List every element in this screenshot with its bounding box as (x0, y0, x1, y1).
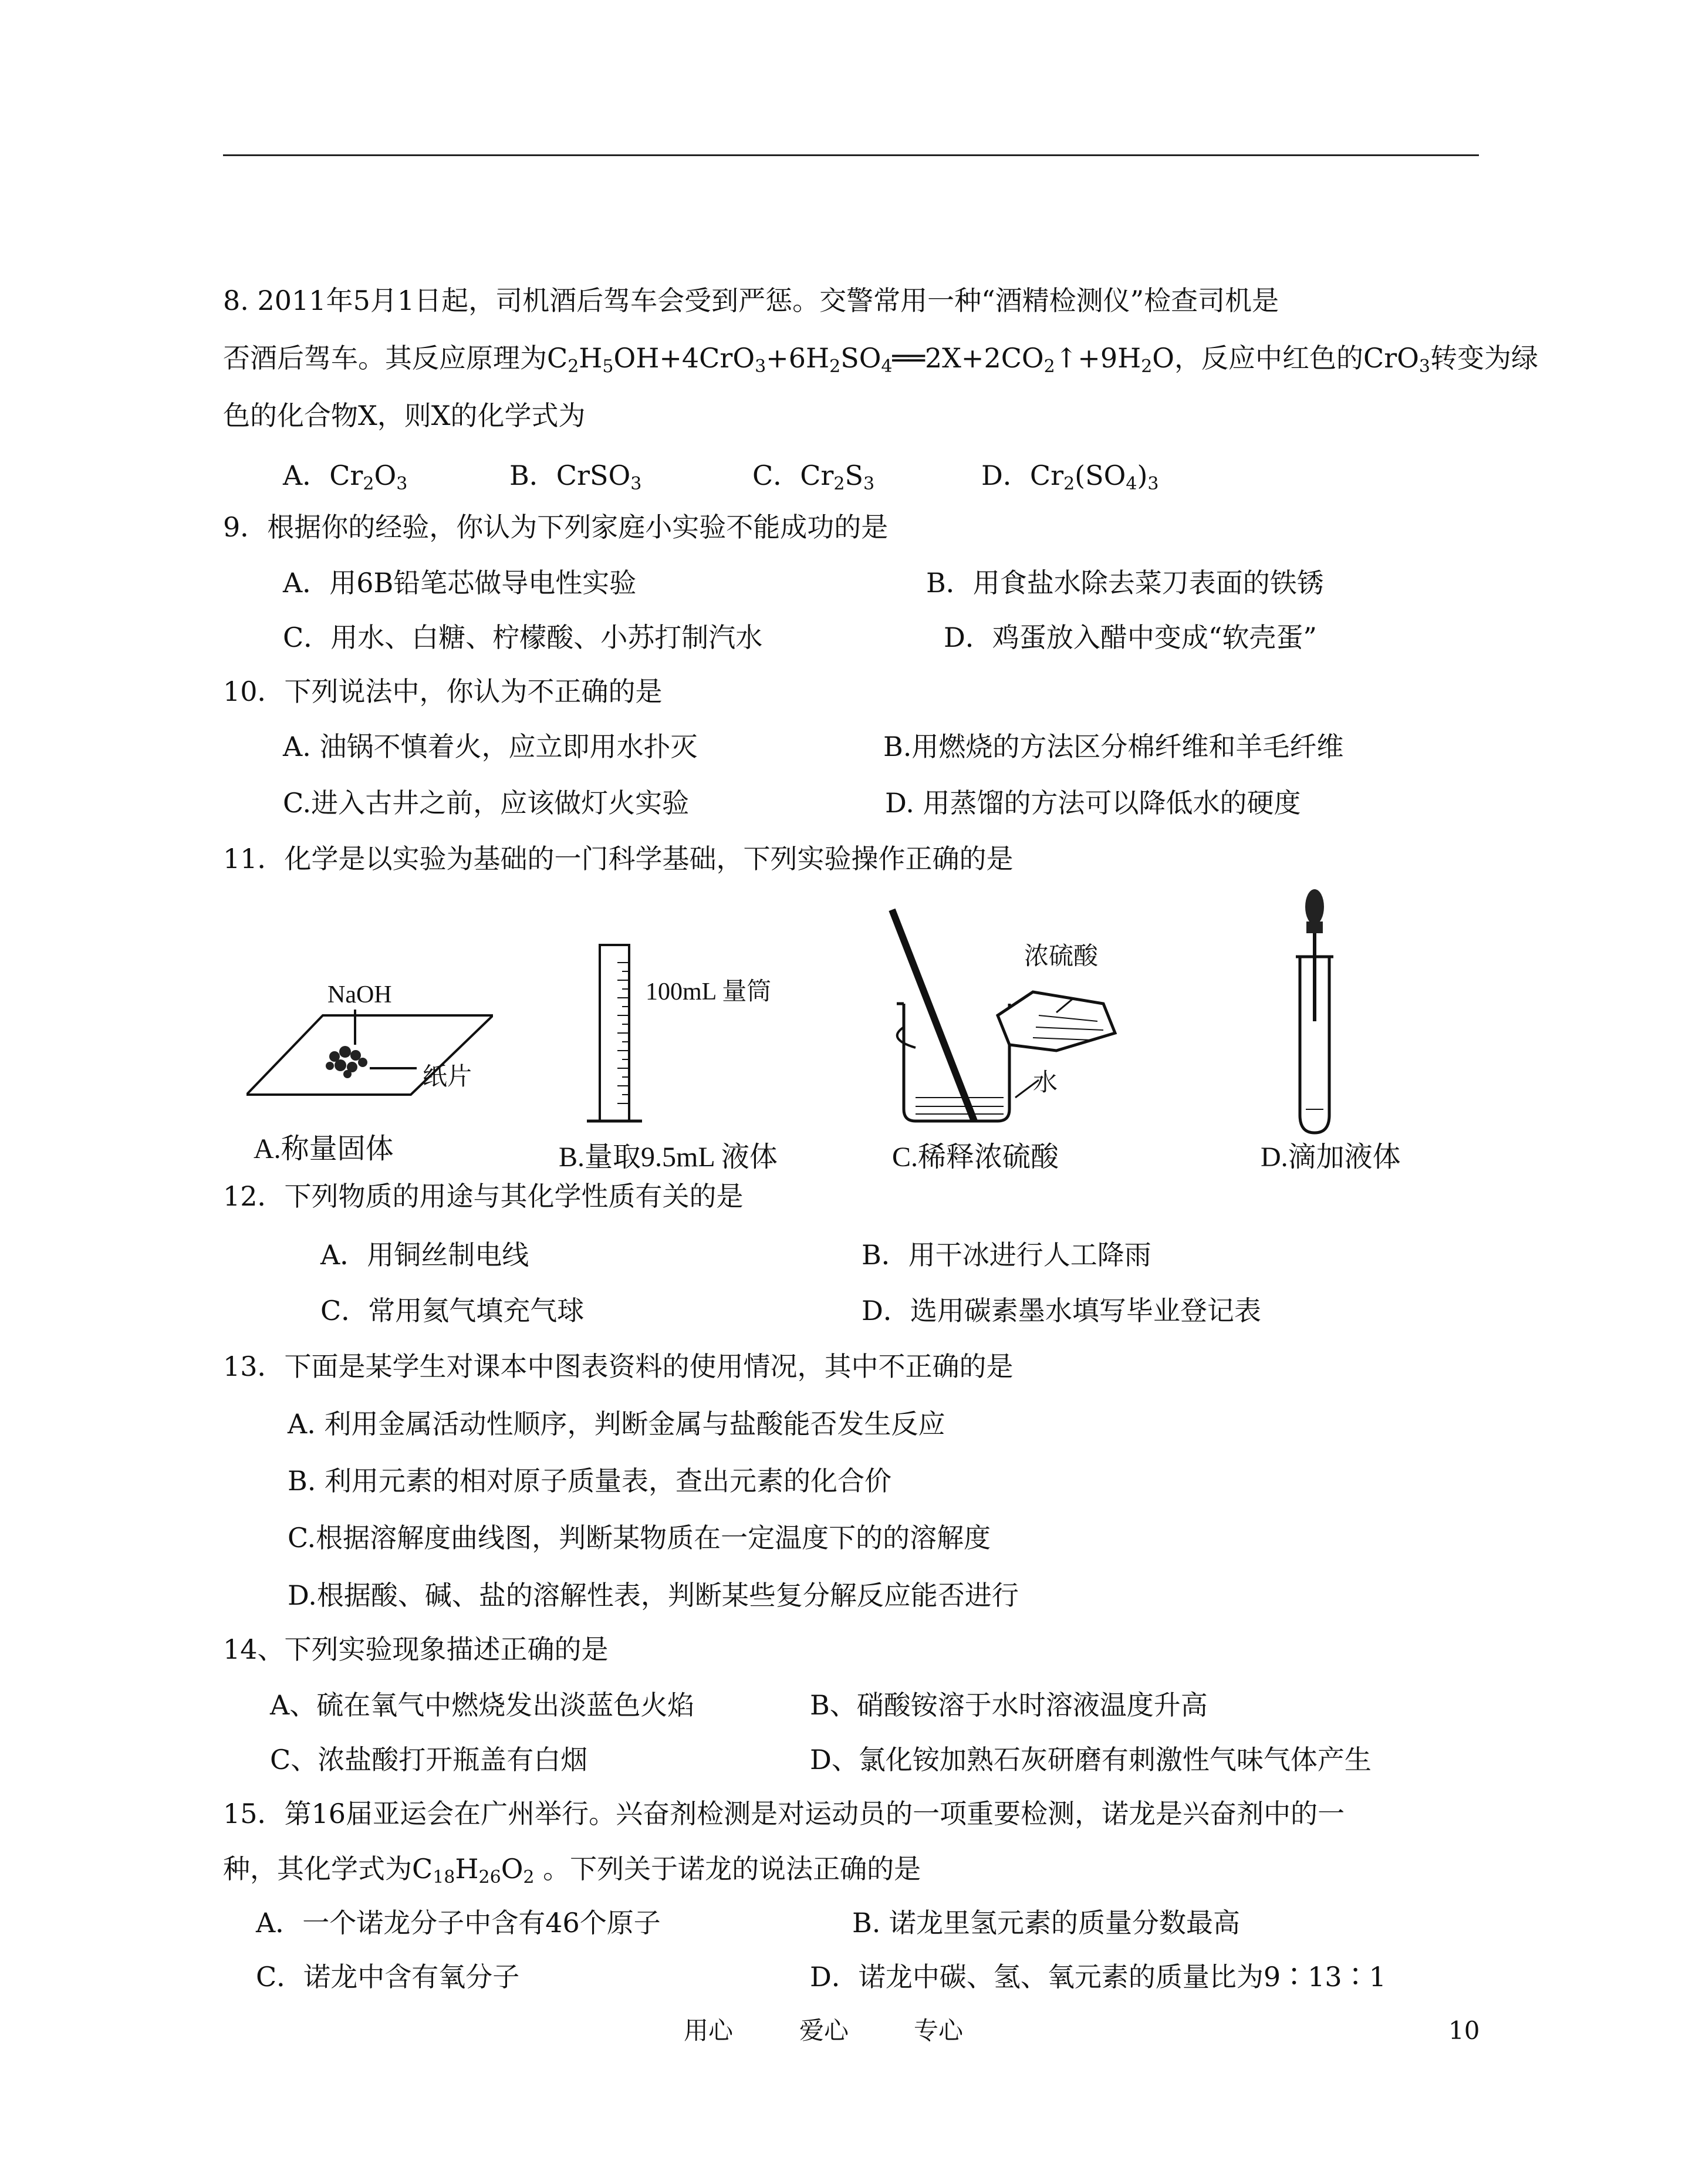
q10-option-a: A. 油锅不慎着火，应立即用水扑灭 (283, 731, 698, 762)
q8-option-a: A．$Cr_2O_3$ (283, 460, 408, 494)
q13-option-b: B. 利用元素的相对原子质量表，查出元素的化合价 (288, 1465, 892, 1497)
figure-a-caption: A.称量固体 (254, 1133, 394, 1164)
figure-b-label: 100mL 量筒 (646, 978, 772, 1005)
q10-option-c: C.进入古井之前，应该做灯火实验 (283, 787, 690, 819)
figure-b-caption: B.量取9.5mL 液体 (559, 1142, 778, 1173)
figure-d-dropper (1268, 880, 1362, 1139)
q12-stem: 12．下列物质的用途与其化学性质有关的是 (223, 1180, 744, 1212)
figure-c-water-label: 水 (1033, 1069, 1058, 1096)
dropper-bulb (1305, 889, 1324, 924)
q9-option-d: D．鸡蛋放入醋中变成“软壳蛋” (944, 622, 1317, 653)
q13-option-d: D.根据酸、碱、盐的溶解性表，判断某些复分解反应能否进行 (288, 1579, 1019, 1611)
q15-option-d: D．诺龙中碳、氢、氧元素的质量比为9∶13∶1 (810, 1961, 1386, 1993)
q15-line1: 15．第16届亚运会在广州举行。兴奋剂检测是对运动员的一项重要检测，诺龙是兴奋剂中的一 (223, 1798, 1345, 1829)
figure-b-cylinder (581, 939, 669, 1133)
figure-c-caption: C.稀释浓硫酸 (892, 1142, 1059, 1173)
q12-option-b: B．用干冰进行人工降雨 (862, 1239, 1151, 1271)
q8-option-d: D．$Cr_2(SO_4)_3$ (981, 460, 1159, 494)
q9-option-b: B．用食盐水除去菜刀表面的铁锈 (926, 567, 1324, 599)
figure-a-paper-label: 纸片 (423, 1064, 472, 1091)
q11-stem: 11．化学是以实验为基础的一门科学基础，下列实验操作正确的是 (223, 843, 1014, 875)
q10-option-b: B.用燃烧的方法区分棉纤维和羊毛纤维 (883, 731, 1344, 762)
q14-stem: 14、下列实验现象描述正确的是 (223, 1633, 609, 1665)
q12-option-d: D．选用碳素墨水填写毕业登记表 (862, 1295, 1261, 1326)
q8-line1: 8. 2011年5月1日起，司机酒后驾车会受到严惩。交警常用一种“酒精检测仪”检查司机是 (223, 285, 1279, 316)
q9-stem: 9．根据你的经验，你认为下列家庭小实验不能成功的是 (223, 511, 889, 543)
q10-stem: 10．下列说法中，你认为不正确的是 (223, 676, 663, 707)
figure-d-caption: D.滴加液体 (1261, 1142, 1401, 1173)
figure-a-naoh-label: NaOH (327, 981, 392, 1008)
q8-line3: 色的化合物X，则X的化学式为 (223, 400, 586, 431)
q10-option-d: D. 用蒸馏的方法可以降低水的硬度 (885, 787, 1301, 819)
figure-c-acid-label: 浓硫酸 (1024, 943, 1099, 970)
q14-option-d: D、氯化铵加熟石灰研磨有刺激性气味气体产生 (810, 1744, 1372, 1775)
q15-option-b: B. 诺龙里氢元素的质量分数最高 (852, 1907, 1241, 1939)
figure-c-dilution (880, 904, 1139, 1139)
q13-stem: 13．下面是某学生对课本中图表资料的使用情况，其中不正确的是 (223, 1351, 1014, 1382)
q15-option-c: C．诺龙中含有氧分子 (256, 1961, 520, 1993)
q12-option-a: A．用铜丝制电线 (320, 1239, 529, 1271)
page-number: 10 (1448, 2016, 1480, 2045)
header-rule (223, 154, 1479, 156)
q8-line2: 否酒后驾车。其反应原理为$C_2H_5OH+4CrO_3+6H_2SO_4══2X+2CO_2↑+9H_2O$，反应中红色的CrO$_3$转变为绿 (223, 342, 1538, 377)
stir-arrow (897, 1027, 916, 1048)
beaker (904, 1004, 1009, 1121)
footer-text-2: 爱心 (799, 2016, 849, 2045)
footer-text-1: 用心 (684, 2016, 734, 2045)
q13-option-c: C.根据溶解度曲线图，判断某物质在一定温度下的的溶解度 (288, 1522, 991, 1554)
q9-option-c: C．用水、白糖、柠檬酸、小苏打制汽水 (283, 622, 763, 653)
q14-option-a: A、硫在氧气中燃烧发出淡蓝色火焰 (270, 1689, 695, 1721)
q9-option-a: A．用6B铅笔芯做导电性实验 (283, 567, 637, 599)
q12-option-c: C．常用氦气填充气球 (320, 1295, 585, 1326)
cylinder-graduations (617, 963, 629, 1103)
q15-option-a: A．一个诺龙分子中含有46个原子 (256, 1907, 661, 1939)
footer-text-3: 专心 (914, 2016, 964, 2045)
q14-option-b: B、硝酸铵溶于水时溶液温度升高 (810, 1689, 1208, 1721)
q8-option-b: B．CrSO$_3$ (509, 460, 642, 494)
q13-option-a: A. 利用金属活动性顺序，判断金属与盐酸能否发生反应 (288, 1408, 945, 1440)
q15-line2: 种，其化学式为$C_{18}H_{26}O_2$ 。下列关于诺龙的说法正确的是 (223, 1853, 921, 1888)
q14-option-c: C、浓盐酸打开瓶盖有白烟 (270, 1744, 588, 1775)
naoh-pellets (326, 1046, 367, 1078)
q8-option-c: C．$Cr_2S_3$ (752, 460, 875, 494)
